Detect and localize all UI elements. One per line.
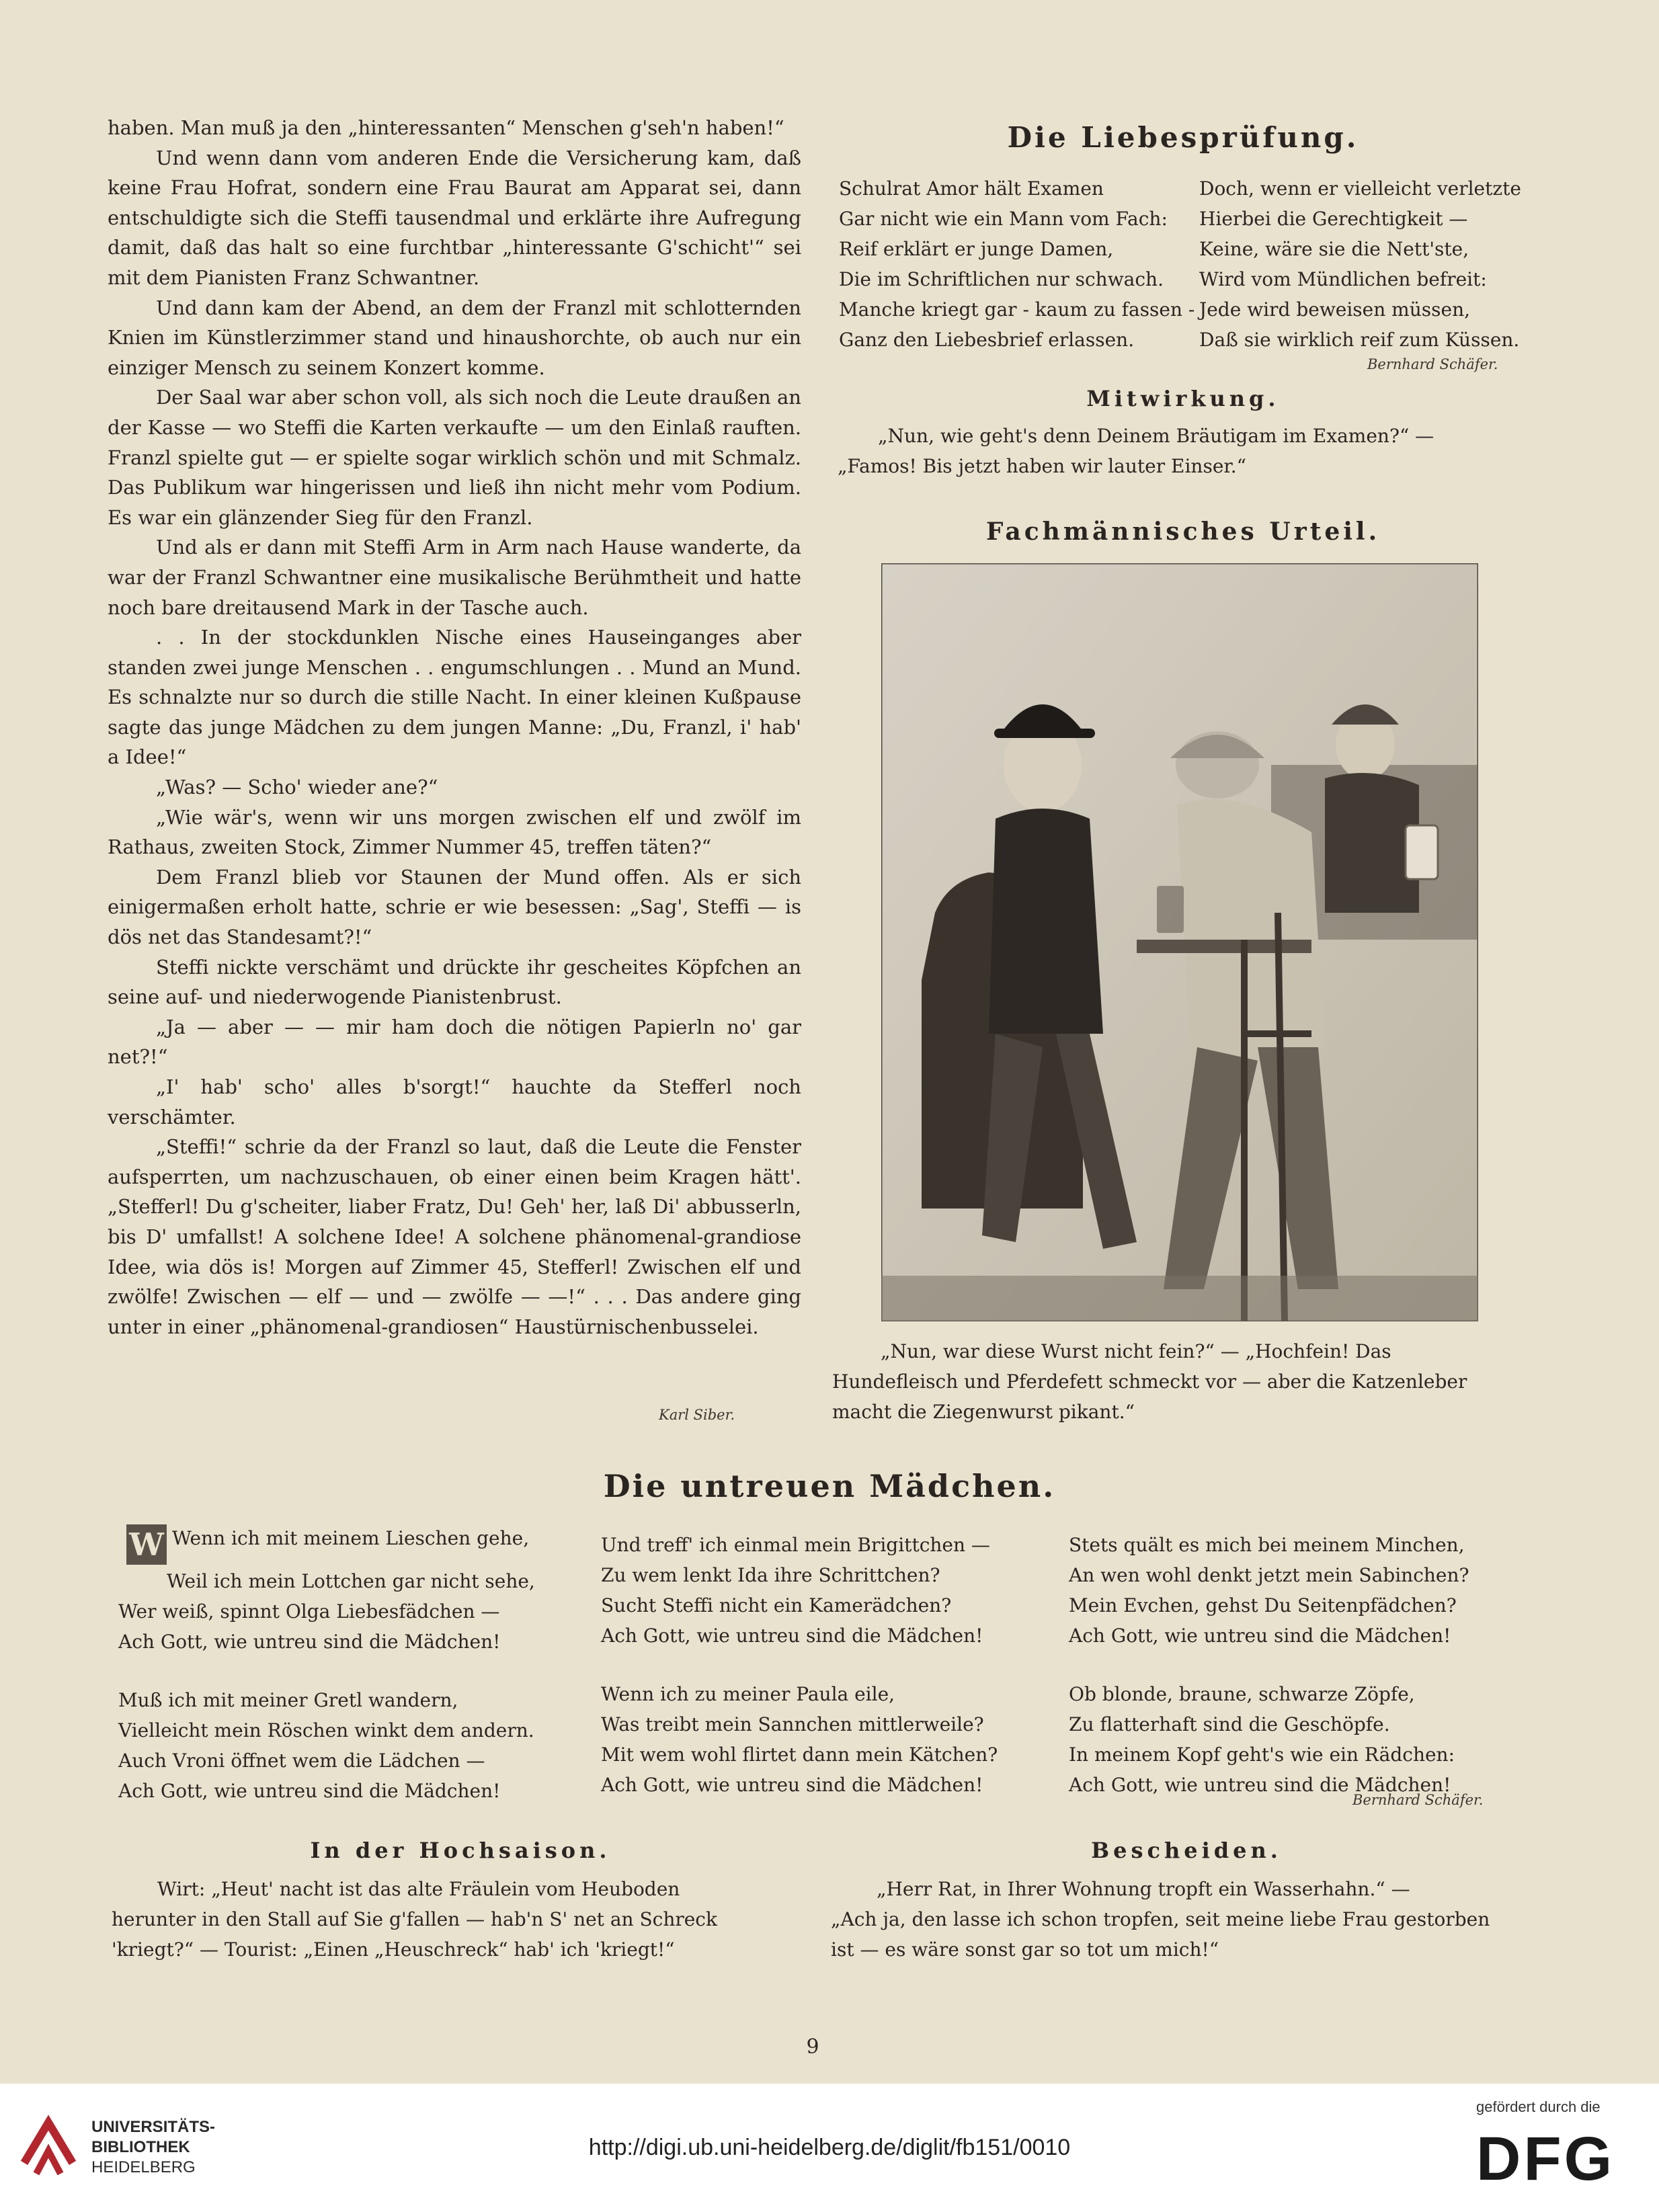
poem-line: Ach Gott, wie untreu sind die Mädchen!: [118, 1780, 501, 1802]
poem-line: Stets quält es mich bei meinem Minchen,: [1069, 1534, 1465, 1556]
caption-line: „Nun, war diese Wurst nicht fein?“ — „Hochfein! Das: [881, 1340, 1391, 1362]
poem-first-line: Wenn ich mit meinem Lieschen gehe,: [172, 1527, 530, 1549]
caption-line: Hundefleisch und Pferdefett schmeckt vor — aber die Katzenleber: [832, 1370, 1467, 1393]
poem-line: An wen wohl denkt jetzt mein Sabinchen?: [1069, 1564, 1469, 1586]
poem-line: Daß sie wirklich reif zum Küssen.: [1199, 329, 1520, 351]
library-name-line: UNIVERSITÄTS-: [91, 2118, 216, 2136]
maedchen-author: Bernhard Schäfer.: [1352, 1792, 1484, 1808]
bescheiden-line: „Ach ja, den lasse ich schon tropfen, seit meine liebe Frau gestorben: [831, 1908, 1490, 1930]
library-name-line: HEIDELBERG: [91, 2158, 196, 2176]
liebespruefung-col2: [1199, 173, 1535, 355]
story-paragraph: „Was? — Scho' wieder ane?“: [156, 776, 438, 799]
poem-line: Muß ich mit meiner Gretl wandern,: [118, 1689, 458, 1711]
footer-bar: [0, 2084, 1659, 2212]
poem-line: Wenn ich zu meiner Paula eile,: [601, 1683, 895, 1705]
poem-line: Mit wem wohl flirtet dann mein Kätchen?: [601, 1744, 998, 1766]
poem-line: Gar nicht wie ein Mann vom Fach:: [839, 208, 1168, 230]
poem-line: Hierbei die Gerechtigkeit —: [1199, 208, 1468, 230]
poem-line: Ach Gott, wie untreu sind die Mädchen!: [1069, 1625, 1451, 1647]
poem-line: Jede wird beweisen müssen,: [1199, 298, 1471, 321]
poem-line: Keine, wäre sie die Nett'ste,: [1199, 238, 1469, 260]
hochsaison-line: herunter in den Stall auf Sie g'fallen — hab'n S' net an Schreck: [112, 1908, 717, 1930]
dfg-logo: DFG: [1476, 2125, 1615, 2193]
poem-line: Schulrat Amor hält Examen: [839, 177, 1104, 200]
urteil-title: Fachmännisches Urteil.: [985, 518, 1381, 546]
poem-line: Mein Evchen, gehst Du Seitenpfädchen?: [1069, 1594, 1457, 1616]
poem-line: Ach Gott, wie untreu sind die Mädchen!: [1069, 1774, 1451, 1796]
hochsaison-title: In der Hochsaison.: [310, 1838, 611, 1863]
poem-line: Wer weiß, spinnt Olga Liebesfädchen —: [118, 1600, 500, 1623]
poem-line: Was treibt mein Sannchen mittlerweile?: [601, 1713, 984, 1735]
tavern-illustration: [881, 563, 1478, 1321]
bescheiden-line: ist — es wäre sonst gar so tot um mich!“: [831, 1938, 1219, 1961]
poem-line: Ach Gott, wie untreu sind die Mädchen!: [601, 1625, 983, 1647]
poem-line: [118, 1523, 562, 1566]
poem-line: In meinem Kopf geht's wie ein Rädchen:: [1069, 1744, 1455, 1766]
poem-line: Ganz den Liebesbrief erlassen.: [839, 329, 1135, 351]
maedchen-title: Die untreuen Mädchen.: [603, 1468, 1056, 1504]
library-name-line: BIBLIOTHEK: [91, 2138, 190, 2156]
poem-line: Die im Schriftlichen nur schwach.: [839, 268, 1164, 290]
poem-line: Doch, wenn er vielleicht verletzte: [1199, 177, 1521, 200]
maedchen-col3: [1069, 1530, 1539, 1800]
story-paragraph: „Wie wär's, wenn wir uns morgen zwischen elf und zwölf im Rathaus, zweiten Stock, Zimmer Nummer 45, treffen täten?“: [108, 805, 801, 859]
story-paragraph: haben. Man muß ja den „hinteressanten“ Menschen g'seh'n haben!“: [108, 116, 784, 139]
story-paragraph: Und als er dann mit Steffi Arm in Arm nach Hause wanderte, da war der Franzl Schwantner eine musikalische Berühmtheit und hatte noch bare dreitausend Mark in der Tasche auch.: [108, 536, 801, 619]
story-paragraph: Der Saal war aber schon voll, als sich noch die Leute draußen an der Kasse — wo Steffi die Karten verkaufte — um den Einlaß rauften. Franzl spielte gut — er spielte sogar wirklich schön und mit Schmalz. Das Publikum war hingerissen und ließ ihn nicht mehr vom Podium. Es war ein glänzender Sieg für den Franzl.: [108, 386, 801, 529]
story-paragraph: Und wenn dann vom anderen Ende die Versicherung kam, daß keine Frau Hofrat, sondern eine Frau Baurat am Apparat sei, dann entschuldigte sich die Steffi tausendmal und erklärte ihre Aufregung damit, daß das halt so eine furchtbar „hinteressante G'schicht'“ sei mit dem Pianisten Franz Schwantner.: [108, 146, 801, 289]
story-paragraph: . . In der stockdunklen Nische eines Hauseinganges aber standen zwei junge Menschen . . engumschlungen . . Mund an Mund. Es schnalzte nur so durch die stille Nacht. In einer kleinen Kußpause sagte das junge Mädchen zu dem jungen Manne: „Du, Franzl, i' hab' a Idee!“: [108, 626, 801, 769]
story-paragraph: Steffi nickte verschämt und drückte ihr gescheites Köpfchen an seine auf- und niederwogende Pianistenbrust.: [108, 955, 801, 1009]
mitwirkung-title: Mitwirkung.: [1086, 386, 1280, 411]
ornamental-initial-icon: [125, 1523, 168, 1566]
source-url-link[interactable]: http://digi.ub.uni-heidelberg.de/diglit/fb151/0010: [588, 2135, 1071, 2160]
poem-line: Wird vom Mündlichen befreit:: [1199, 268, 1487, 290]
poem-line: Weil ich mein Lottchen gar nicht sehe,: [167, 1570, 535, 1592]
story-paragraph: Dem Franzl blieb vor Staunen der Mund offen. Als er sich einigermaßen erholt hatte, schrie er wie besessen: „Sag', Steffi — is dös net das Standesamt?!“: [108, 865, 801, 949]
hochsaison-line: Wirt: „Heut' nacht ist das alte Fräulein vom Heuboden: [157, 1878, 680, 1900]
mitwirkung-line: „Famos! Bis jetzt haben wir lauter Einser.“: [838, 455, 1246, 477]
mitwirkung-text: [838, 421, 1537, 481]
bescheiden-text: [831, 1874, 1537, 1965]
poem-line: Auch Vroni öffnet wem die Lädchen —: [118, 1750, 485, 1772]
poem-line: Zu flatterhaft sind die Geschöpfe.: [1069, 1713, 1390, 1735]
page-number: 9: [806, 2035, 819, 2059]
poem-line: Und treff' ich einmal mein Brigittchen —: [601, 1534, 990, 1556]
liebespruefung-col1: [839, 173, 1195, 355]
poem-line: Sucht Steffi nicht ein Kamerädchen?: [601, 1594, 952, 1616]
story-paragraph: „Ja — aber — — mir ham doch die nötigen Papierln no' gar net?!“: [108, 1015, 801, 1069]
urteil-caption: [832, 1336, 1538, 1427]
bescheiden-line: „Herr Rat, in Ihrer Wohnung tropft ein Wasserhahn.“ —: [877, 1878, 1410, 1900]
maedchen-col2: [601, 1530, 1045, 1800]
sponsor-label: gefördert durch die: [1476, 2098, 1601, 2115]
poem-line: Ach Gott, wie untreu sind die Mädchen!: [601, 1774, 983, 1796]
poem-line: Ob blonde, braune, schwarze Zöpfe,: [1069, 1683, 1415, 1705]
maedchen-col1: [118, 1523, 562, 1806]
bescheiden-title: Bescheiden.: [1091, 1838, 1282, 1863]
liebespruefung-title: Die Liebesprüfung.: [1007, 121, 1359, 154]
story-paragraph: „I' hab' scho' alles b'sorgt!“ hauchte da Stefferl noch verschämter.: [108, 1075, 801, 1129]
story-paragraph: „Steffi!“ schrie da der Franzl so laut, daß die Leute die Fenster aufsperrten, um nachzuschauen, ob einer einen beim Kragen hätt'. „Stefferl! Du g'scheiter, liaber Fratz, Du! Geh' her, laß Di' abbusserln, bis D' umfallst! A solchene Idee! A solchene phänomenal-grandiose Idee, wia dös is! Morgen auf Zimmer 45, Stefferl! Zwischen elf und zwölfe! Zwischen — elf — und — zwölfe — —!“ . . . Das andere ging unter in einer „phänomenal-grandiosen“ Haustürnischenbusselei.: [108, 1135, 801, 1338]
mitwirkung-line: „Nun, wie geht's denn Deinem Bräutigam im Examen?“ —: [878, 425, 1434, 447]
hochsaison-line: 'kriegt?“ — Tourist: „Einen „Heuschreck“ hab' ich 'kriegt!“: [112, 1938, 675, 1961]
hochsaison-text: [112, 1874, 817, 1965]
caption-line: macht die Ziegenwurst pikant.“: [832, 1401, 1135, 1423]
svg-text:W: W: [129, 1526, 164, 1563]
poem-line: Reif erklärt er junge Damen,: [839, 238, 1114, 260]
story-author: Karl Siber.: [659, 1407, 735, 1423]
liebespruefung-author: Bernhard Schäfer.: [1367, 356, 1498, 372]
poem-line: Manche kriegt gar - kaum zu fassen -: [839, 298, 1195, 321]
left-story: [108, 113, 801, 1342]
story-paragraph: Und dann kam der Abend, an dem der Franzl mit schlotternden Knien im Künstlerzimmer stand und hinaushorchte, ob auch nur ein einziger Mensch zu seinem Konzert komme.: [108, 296, 801, 379]
poem-line: Ach Gott, wie untreu sind die Mädchen!: [118, 1631, 501, 1653]
poem-line: Zu wem lenkt Ida ihre Schrittchen?: [601, 1564, 940, 1586]
poem-line: Vielleicht mein Röschen winkt dem andern.: [118, 1719, 534, 1742]
